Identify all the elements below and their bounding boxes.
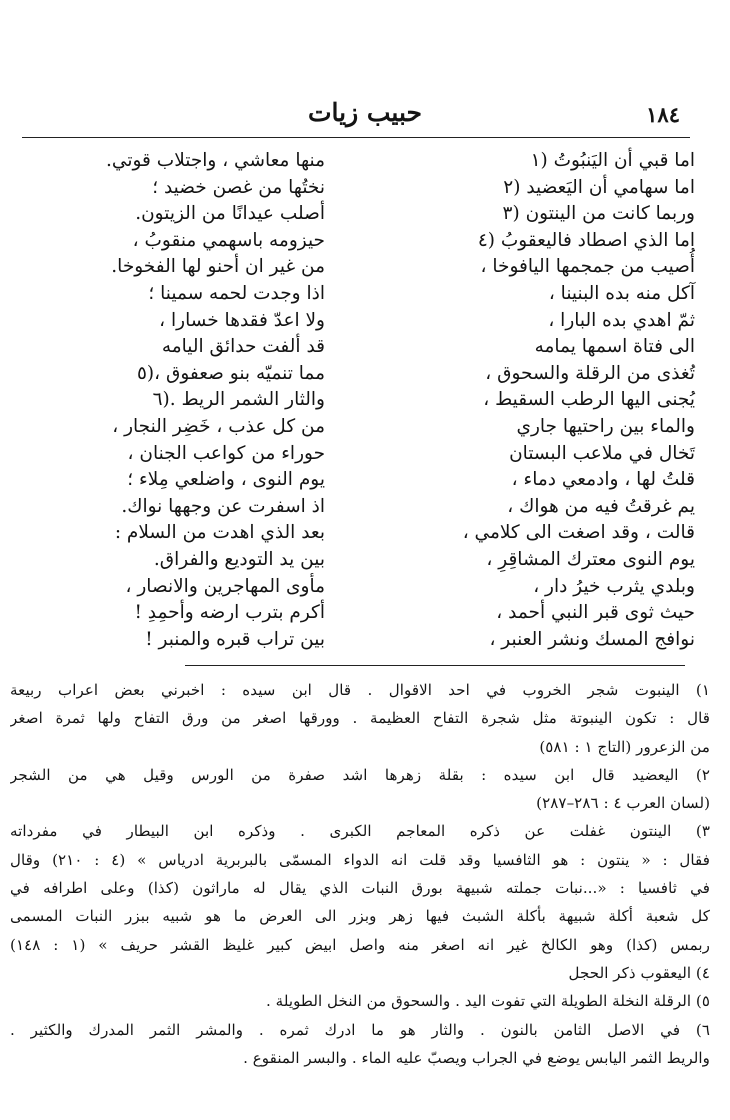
verse-first-hemistich: آكل منه بده البنينا ، — [548, 282, 695, 304]
verse-first-hemistich: يوم النوى معترك المشاقِرِ ، — [486, 548, 695, 570]
footnote-line: ١) الينبوت شجر الخروب في احد الاقوال . قال ابن سيده : اخبرني بعض اعراب ربيعة — [10, 681, 710, 699]
footnotes — [10, 676, 710, 1072]
verse-second-hemistich: والثار الشمر الريط .(٦ — [152, 389, 325, 411]
verse-first-hemistich: تَخال في ملاعب البستان — [509, 442, 695, 464]
page-header — [50, 96, 680, 136]
verse-first-hemistich: يُجنى اليها الرطب السقيط ، — [483, 389, 695, 411]
verse-first-hemistich: اما الذي اصطاد فاليعقوبُ (٤ — [477, 229, 695, 251]
footnotes-rule — [185, 665, 685, 666]
footnote-line: والريط الثمر اليابس يوضع في الجراب ويصبّ عليه الماء . والبسر المنقوع . — [243, 1048, 710, 1067]
poem-verse — [20, 361, 695, 388]
poem-verse — [20, 308, 695, 335]
verse-first-hemistich: وربما كانت من الينتون (٣ — [502, 203, 695, 225]
poem-verse — [20, 201, 695, 228]
verse-first-hemistich: تُغذى من الرقلة والسحوق ، — [485, 362, 695, 384]
footnote-line: من الزعرور (التاج ١ : ٥٨١) — [539, 737, 710, 756]
verse-second-hemistich: حوراء من كواعب الجنان ، — [127, 442, 325, 464]
verse-second-hemistich: ولا اعدّ فقدها خسارا ، — [159, 309, 325, 331]
footnote-line: ٦) في الاصل الثامن بالنون . والثار هو ما ادرك ثمره . والمشر الثمر المدرك والكثير . — [10, 1020, 710, 1039]
header-rule — [22, 137, 690, 138]
verse-first-hemistich: قالت ، وقد اصغت الى كلامي ، — [462, 522, 695, 544]
footnote-line: في ثافسيا : «...نبات جملته شبيهة بورق النبات الذي يقال له ماراثون (كذا) وعلى اطرافه في — [10, 879, 710, 898]
verse-first-hemistich: ثمّ اهدي بده البارا ، — [548, 309, 695, 331]
verse-second-hemistich: من كل عذب ، خَضِر النجار ، — [112, 415, 325, 437]
verse-second-hemistich: بعد الذي اهدت من السلام : — [114, 522, 325, 544]
footnote-line: ٥) الرقلة النخلة الطويلة التي تفوت اليد . والسحوق من النخل الطويلة . — [266, 992, 710, 1011]
verse-first-hemistich: قلتُ لها ، وادمعي دماء ، — [511, 469, 695, 491]
poem-verse — [20, 520, 695, 547]
verse-first-hemistich: يم غرقتُ فيه من هواك ، — [507, 495, 695, 517]
poem-verse — [20, 414, 695, 441]
page-number: ١٨٤ — [646, 102, 680, 127]
poem-verse — [20, 334, 695, 361]
verse-second-hemistich: نختُها من غصن خضيد ؛ — [152, 176, 325, 198]
verse-first-hemistich: الى فتاة اسمها يمامه — [534, 336, 695, 358]
poem-verse — [20, 467, 695, 494]
poem-verse — [20, 281, 695, 308]
poem-verse — [20, 574, 695, 601]
verse-second-hemistich: قد ألفت حدائق اليامه — [161, 336, 325, 358]
verse-first-hemistich: حيث ثوى قبر النبي أحمد ، — [496, 602, 695, 624]
poem-verse — [20, 387, 695, 414]
footnote-line: كل شعبة أكلة شبيهة بأكلة الشبث فيها زهر وبزر الى العرض ما هو شبيه ببزر النبات المسمى — [10, 907, 710, 926]
verse-second-hemistich: بين تراب قبره والمنبر ! — [145, 628, 325, 650]
verse-first-hemistich: وبلدي يثرب خيرُ دار ، — [533, 575, 695, 597]
verse-second-hemistich: أكرم بترب ارضه وأحمِدِ ! — [134, 602, 325, 624]
verse-first-hemistich: أُصيب من جمجمها اليافوخا ، — [480, 256, 695, 278]
poem-verse — [20, 441, 695, 468]
verse-second-hemistich: يوم النوى ، واضلعي مِلاء ؛ — [127, 469, 325, 491]
footnote-line: ٢) اليعضيد قال ابن سيده : بقلة زهرها اشد صفرة من الورس وقيل هي من الشجر — [10, 765, 710, 784]
footnote-line: قال : تكون الينبوتة مثل شجرة التفاح العظيمة . وورقها اصغر من ورق التفاح ولها ثمرة اصغر — [10, 709, 710, 728]
footnote-line: ٣) الينتون غفلت عن ذكره المعاجم الكبرى . وذكره ابن البيطار في مفرداته — [10, 822, 710, 841]
poem-verse — [20, 148, 695, 175]
verse-second-hemistich: بين يد التوديع والفراق. — [153, 548, 325, 570]
footnote-line: فقال : « ينتون : هو الثافسيا وقد قلت انه الدواء المسمّى بالبربرية ادرياس » (٤ : ٢١٠) وقال — [10, 850, 710, 869]
verse-first-hemistich: نوافج المسك ونشر العنبر ، — [489, 628, 695, 650]
poem-verse — [20, 494, 695, 521]
footnote-line: ٤) اليعقوب ذكر الحجل — [568, 963, 710, 982]
poem-verse — [20, 547, 695, 574]
running-title: حبيب زيات — [308, 98, 422, 127]
poem-verse — [20, 254, 695, 281]
verse-second-hemistich: حيزومه باسهمي منقوبُ ، — [132, 229, 325, 251]
poem-verse — [20, 627, 695, 654]
footnote-line: ربمس (كذا) وهو الكالخ غير انه اصغر منه واصل ابيض كبير غليظ القشر حريف » (١ : ١٤٨) — [10, 935, 710, 954]
poem — [20, 148, 695, 653]
verse-second-hemistich: مأوى المهاجرين والانصار ، — [125, 575, 325, 597]
verse-second-hemistich: مما تنميّه بنو صعفوق ،(٥ — [136, 362, 325, 384]
poem-verse — [20, 600, 695, 627]
verse-second-hemistich: من غير ان أحنو لها الفخوخا. — [111, 256, 325, 278]
verse-second-hemistich: اذا وجدت لحمه سمينا ؛ — [148, 282, 325, 304]
verse-second-hemistich: أصلب عيدانًا من الزيتون. — [135, 203, 325, 225]
poem-verse — [20, 175, 695, 202]
verse-first-hemistich: والماء بين راحتيها جاري — [516, 415, 695, 437]
verse-first-hemistich: اما قبي أن اليَنبُوتُ (١ — [530, 150, 695, 171]
verse-first-hemistich: اما سهامي أن اليَعضيد (٢ — [503, 176, 695, 198]
verse-second-hemistich: منها معاشي ، واجتلاب قوتي. — [106, 150, 325, 171]
footnote-line: (لسان العرب ٤ : ٢٨٦–٢٨٧) — [536, 794, 710, 813]
verse-second-hemistich: اذ اسفرت عن وجهها نواك. — [121, 495, 325, 517]
poem-verse — [20, 228, 695, 255]
